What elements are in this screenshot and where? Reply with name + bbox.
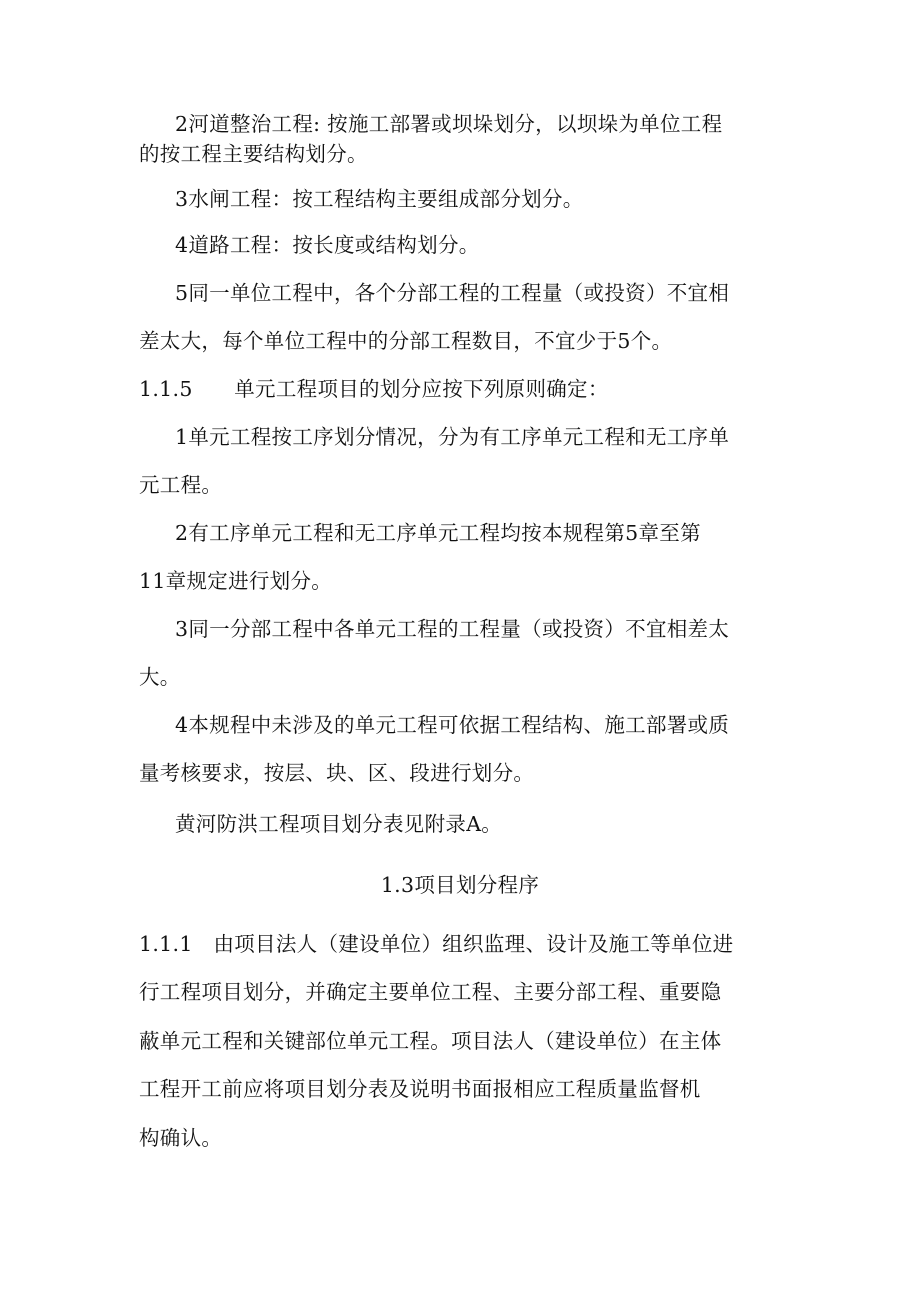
text-line: 3水闸工程：按工程结构主要组成部分划分。 <box>175 187 584 211</box>
text-line: 元工程。 <box>139 473 223 497</box>
text-line: 1单元工程按工序划分情况，分为有工序单元工程和无工序单 <box>175 425 730 449</box>
text-line: 工程开工前应将项目划分表及说明书面报相应工程质量监督机 <box>139 1077 701 1101</box>
text-line: 2有工序单元工程和无工序单元工程均按本规程第5章至第 <box>175 521 701 545</box>
section-heading: 1.1.5 单元工程项目的划分应按下列原则确定： <box>139 377 609 401</box>
text-line: 的按工程主要结构划分。 <box>139 142 368 166</box>
text-line: 量考核要求，按层、块、区、段进行划分。 <box>139 761 535 785</box>
text-line: 2河道整治工程: 按施工部署或坝垛划分，以坝垛为单位工程 <box>175 112 723 136</box>
text-line: 11章规定进行划分。 <box>139 569 333 593</box>
text-line: 4道路工程：按长度或结构划分。 <box>175 233 480 257</box>
page-title: 1.3项目划分程序 <box>380 873 540 897</box>
text-line: 3同一分部工程中各单元工程的工程量（或投资）不宜相差太 <box>175 617 730 641</box>
text-line: 黄河防洪工程项目划分表见附录A。 <box>175 812 503 836</box>
text-line: 大。 <box>139 665 181 689</box>
text-line: 5同一单位工程中，各个分部工程的工程量（或投资）不宜相 <box>175 281 730 305</box>
text-line: 构确认。 <box>139 1126 223 1150</box>
text-line: 蔽单元工程和关键部位单元工程。项目法人（建设单位）在主体 <box>139 1029 722 1053</box>
text-line: 4本规程中未涉及的单元工程可依据工程结构、施工部署或质 <box>175 713 730 737</box>
text-line: 1.1.1 由项目法人（建设单位）组织监理、设计及施工等单位进 <box>139 932 734 956</box>
text-line: 差太大，每个单位工程中的分部工程数目，不宜少于5个。 <box>139 329 673 353</box>
text-line: 行工程项目划分，并确定主要单位工程、主要分部工程、重要隐 <box>139 980 722 1004</box>
